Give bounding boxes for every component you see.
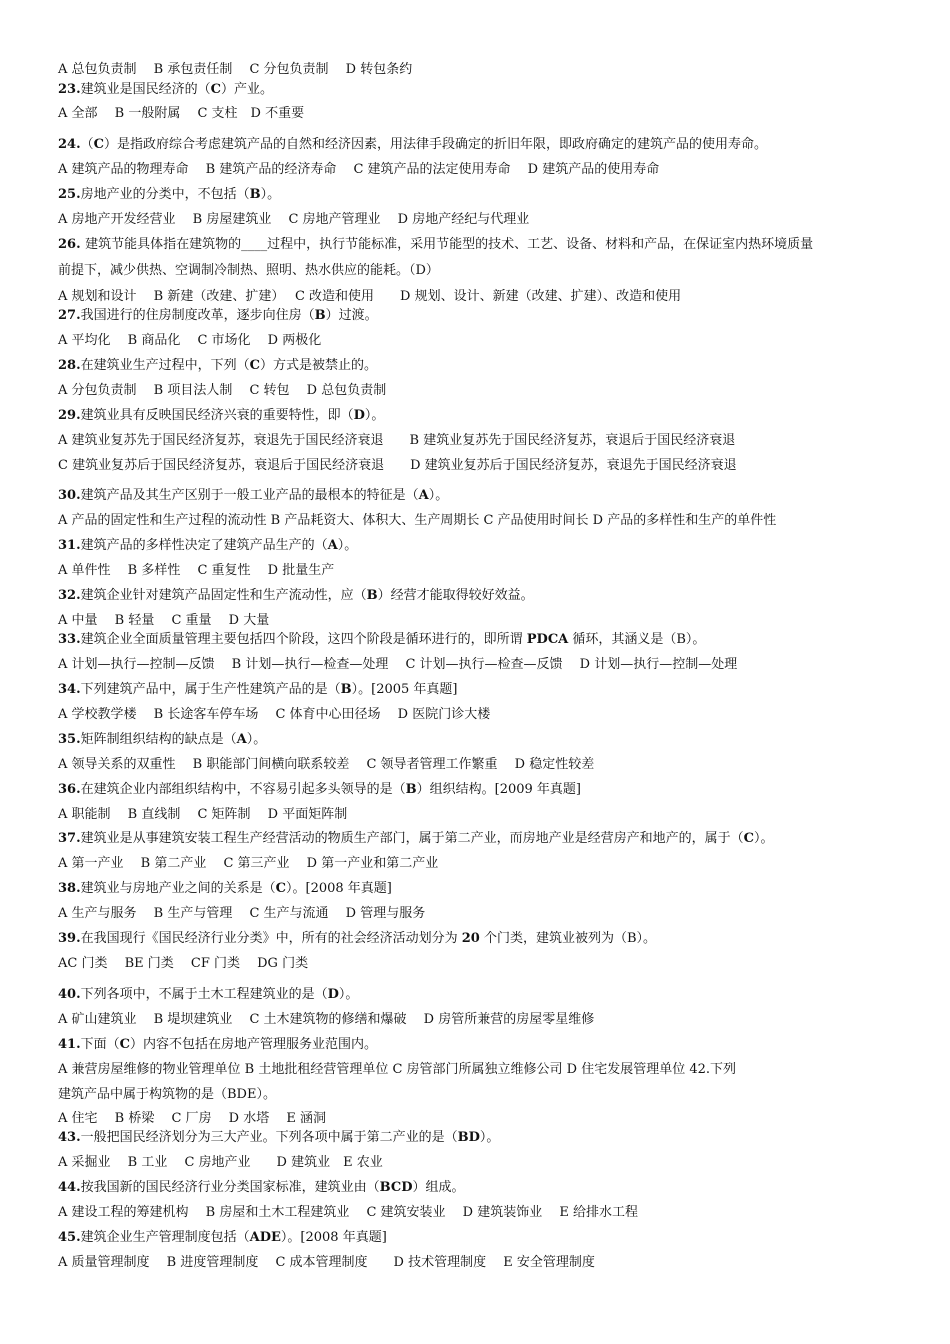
question-27: 27.我国进行的住房制度改革，逐步向住房（B）过渡。 (58, 308, 378, 323)
question-40: 40.下列各项中，不属于土木工程建筑业的是（D）。 (58, 987, 359, 1002)
question-29: 29.建筑业具有反映国民经济兴衰的重要特性，即（D）。 (58, 408, 385, 423)
options-35: A 领导关系的双重性 B 职能部门间横向联系较差 C 领导者管理工作繁重 D 稳定性较差 (58, 757, 595, 772)
options-42: A 住宅 B 桥梁 C 厂房 D 水塔 E 涵洞 (58, 1111, 326, 1126)
question-26-cont: 前提下，减少供热、空调制冷制热、照明、热水供应的能耗。（D） (58, 263, 439, 278)
options-44: A 建设工程的筹建机构 B 房屋和土木工程建筑业 C 建筑安装业 D 建筑装饰业 E 给排水工程 (58, 1205, 638, 1220)
question-32: 32.建筑企业针对建筑产品固定性和生产流动性，应（B）经营才能取得较好效益。 (58, 588, 534, 603)
question-31: 31.建筑产品的多样性决定了建筑产品生产的（A）。 (58, 538, 358, 553)
question-41: 41.下面（C）内容不包括在房地产管理服务业范围内。 (58, 1037, 378, 1052)
options-31: A 单件性 B 多样性 C 重复性 D 批量生产 (58, 563, 335, 578)
options-25: A 房地产开发经营业 B 房屋建筑业 C 房地产管理业 D 房地产经纪与代理业 (58, 212, 530, 227)
options-27: A 平均化 B 商品化 C 市场化 D 两极化 (58, 333, 322, 348)
question-38: 38.建筑业与房地产业之间的关系是（C）。[2008 年真题] (58, 881, 392, 896)
question-42-cont: 建筑产品中属于构筑物的是（BDE）。 (58, 1087, 276, 1102)
options-38: A 生产与服务 B 生产与管理 C 生产与流通 D 管理与服务 (58, 906, 426, 921)
options-23: A 全部 B 一般附属 C 支柱 D 不重要 (58, 106, 305, 121)
options-43: A 采掘业 B 工业 C 房地产业 D 建筑业 E 农业 (58, 1155, 383, 1170)
options-26: A 规划和设计 B 新建（改建、扩建） C 改造和使用 D 规划、设计、新建（改建、扩建）、改造和使用 (58, 289, 682, 304)
options-30: A 产品的固定性和生产过程的流动性 B 产品耗资大、体积大、生产周期长 C 产品使用时间长 D 产品的多样性和生产的单件性 (58, 513, 777, 528)
question-33: 33.建筑企业全面质量管理主要包括四个阶段，这四个阶段是循环进行的，即所谓 PDCA 循环，其涵义是（B）。 (58, 632, 706, 647)
question-39: 39.在我国现行《国民经济行业分类》中，所有的社会经济活动划分为 20 个门类，建筑业被列为（B）。 (58, 931, 657, 946)
options-33: A 计划—执行—控制—反馈 B 计划—执行—检查—处理 C 计划—执行—检查—反馈 D 计划—执行—控制—处理 (58, 657, 738, 672)
options-29-cd: C 建筑业复苏后于国民经济复苏，衰退后于国民经济衰退 D 建筑业复苏后于国民经济复苏，衰退先于国民经济衰退 (58, 458, 737, 473)
question-44: 44.按我国新的国民经济行业分类国家标准，建筑业由（BCD）组成。 (58, 1180, 465, 1195)
question-25: 25.房地产业的分类中，不包括（B）。 (58, 187, 281, 202)
options-32: A 中量 B 轻量 C 重量 D 大量 (58, 613, 270, 628)
question-30: 30.建筑产品及其生产区别于一般工业产品的最根本的特征是（A）。 (58, 488, 449, 503)
options-36: A 职能制 B 直线制 C 矩阵制 D 平面矩阵制 (58, 807, 348, 822)
options-40: A 矿山建筑业 B 堤坝建筑业 C 土木建筑物的修缮和爆破 D 房管所兼营的房屋零星维修 (58, 1012, 595, 1027)
options-24: A 建筑产品的物理寿命 B 建筑产品的经济寿命 C 建筑产品的法定使用寿命 D 建筑产品的使用寿命 (58, 162, 660, 177)
options-45: A 质量管理制度 B 进度管理制度 C 成本管理制度 D 技术管理制度 E 安全管理制度 (58, 1255, 595, 1270)
question-35: 35.矩阵制组织结构的缺点是（A）。 (58, 732, 267, 747)
question-24: 24.（C）是指政府综合考虑建筑产品的自然和经济因素，用法律手段确定的折旧年限，即政府确定的建筑产品的使用寿命。 (58, 137, 768, 152)
options-37: A 第一产业 B 第二产业 C 第三产业 D 第一产业和第二产业 (58, 856, 439, 871)
question-26: 26. 建筑节能具体指在建筑物的____过程中，执行节能标准，采用节能型的技术、工艺、设备、材料和产品，在保证室内热环境质量 (58, 237, 814, 252)
question-43: 43.一般把国民经济划分为三大产业。下列各项中属于第二产业的是（BD）。 (58, 1130, 500, 1145)
question-23: 23.建筑业是国民经济的（C）产业。 (58, 82, 274, 97)
options-34: A 学校教学楼 B 长途客车停车场 C 体育中心田径场 D 医院门诊大楼 (58, 707, 491, 722)
options-39: AC 门类 BE 门类 CF 门类 DG 门类 (58, 956, 309, 971)
question-45: 45.建筑企业生产管理制度包括（ADE）。[2008 年真题] (58, 1230, 387, 1245)
question-28: 28.在建筑业生产过程中，下列（C）方式是被禁止的。 (58, 358, 378, 373)
options-28: A 分包负责制 B 项目法人制 C 转包 D 总包负责制 (58, 383, 387, 398)
question-37: 37.建筑业是从事建筑安装工程生产经营活动的物质生产部门，属于第二产业，而房地产业是经营房产和地产的，属于（C）。 (58, 831, 774, 846)
options-22: A 总包负责制 B 承包责任制 C 分包负责制 D 转包条约 (58, 62, 413, 77)
options-41: A 兼营房屋维修的物业管理单位 B 土地批租经营管理单位 C 房管部门所属独立维修公司 D 住宅发展管理单位 42.下列 (58, 1062, 737, 1077)
options-29-ab: A 建筑业复苏先于国民经济复苏，衰退先于国民经济衰退 B 建筑业复苏先于国民经济复苏，衰退后于国民经济衰退 (58, 433, 736, 448)
question-34: 34.下列建筑产品中，属于生产性建筑产品的是（B）。[2005 年真题] (58, 682, 458, 697)
question-36: 36.在建筑企业内部组织结构中，不容易引起多头领导的是（B）组织结构。[2009 年真题] (58, 782, 582, 797)
